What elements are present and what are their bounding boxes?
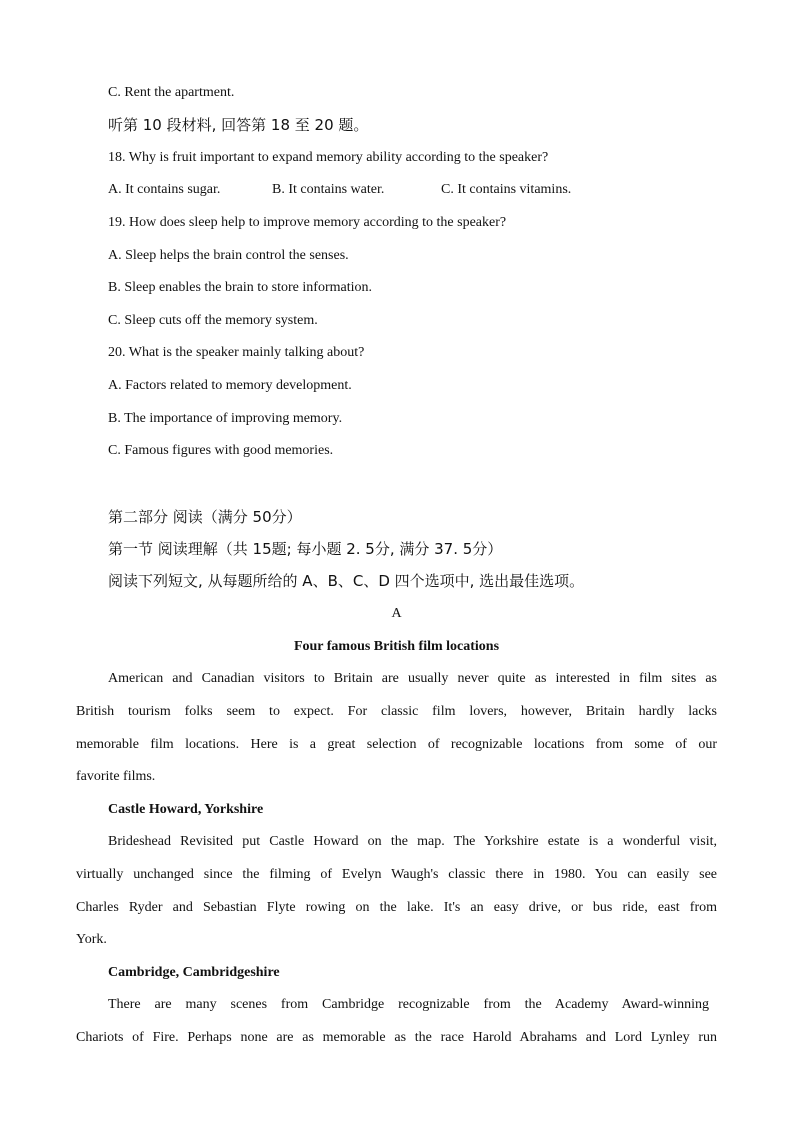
q19-question: 19. How does sleep help to improve memory according to the speaker? bbox=[108, 215, 507, 230]
passage-letter: A bbox=[391, 606, 402, 621]
intro-line-3: memorable film locations. Here is a great selection of recognizable locations from some of our bbox=[76, 737, 717, 752]
q19-option-b: B. Sleep enables the brain to store information. bbox=[108, 280, 372, 295]
reading-instruction: 阅读下列短文, 从每题所给的 A、B、C、D 四个选项中, 选出最佳选项。 bbox=[108, 572, 585, 590]
q17-option-c: C. Rent the apartment. bbox=[108, 85, 235, 100]
reading-section-heading: 第一节 阅读理解（共 15题; 每小题 2. 5分, 满分 37. 5分） bbox=[108, 540, 503, 558]
castle-line-2: virtually unchanged since the filming of Evelyn Waugh's classic there in 1980. You can easily see bbox=[76, 867, 717, 882]
q18-option-b: B. It contains water. bbox=[272, 182, 385, 197]
cambridge-line-2: Chariots of Fire. Perhaps none are as memorable as the race Harold Abrahams and Lord Lynley run bbox=[76, 1030, 717, 1045]
q19-option-a: A. Sleep helps the brain control the senses. bbox=[108, 248, 349, 263]
q20-question: 20. What is the speaker mainly talking about? bbox=[108, 345, 365, 360]
castle-howard-heading: Castle Howard, Yorkshire bbox=[108, 802, 264, 817]
cambridge-line-1: There are many scenes from Cambridge recognizable from the Academy Award-winning bbox=[108, 997, 709, 1012]
q18-option-a: A. It contains sugar. bbox=[108, 182, 221, 197]
intro-line-1: American and Canadian visitors to Britain are usually never quite as interested in film sites as bbox=[108, 671, 717, 686]
q20-option-a: A. Factors related to memory development. bbox=[108, 378, 352, 393]
castle-line-3: Charles Ryder and Sebastian Flyte rowing on the lake. It's an easy drive, or bus ride, east from bbox=[76, 900, 717, 915]
intro-line-2: British tourism folks seem to expect. For classic film lovers, however, Britain hardly lacks bbox=[76, 704, 717, 719]
listening-section-heading: 听第 10 段材料, 回答第 18 至 20 题。 bbox=[108, 116, 369, 134]
q18-option-c: C. It contains vitamins. bbox=[441, 182, 572, 197]
q18-question: 18. Why is fruit important to expand memory ability according to the speaker? bbox=[108, 150, 549, 165]
passage-title: Four famous British film locations bbox=[293, 639, 500, 654]
q19-option-c: C. Sleep cuts off the memory system. bbox=[108, 313, 318, 328]
reading-part-heading: 第二部分 阅读（满分 50分） bbox=[108, 508, 302, 526]
q20-option-b: B. The importance of improving memory. bbox=[108, 411, 343, 426]
castle-line-4: York. bbox=[76, 932, 107, 947]
castle-line-1: Brideshead Revisited put Castle Howard on the map. The Yorkshire estate is a wonderful visit, bbox=[108, 834, 717, 849]
intro-line-4: favorite films. bbox=[76, 769, 156, 784]
cambridge-heading: Cambridge, Cambridgeshire bbox=[108, 965, 280, 980]
q20-option-c: C. Famous figures with good memories. bbox=[108, 443, 334, 458]
